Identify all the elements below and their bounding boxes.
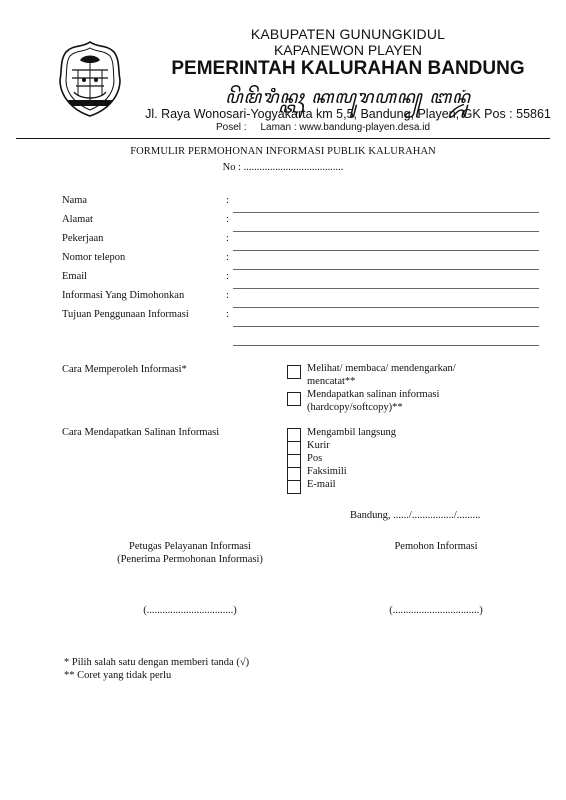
option-mengambil-langsung: Mengambil langsung	[307, 427, 396, 438]
option-email: E-mail	[307, 479, 336, 490]
address-line: Jl. Raya Wonosari-Yogyakarta km 5,5, Bandung, Playen, GK Pos : 55861	[145, 107, 551, 121]
cara-memperoleh-label: Cara Memperoleh Informasi*	[62, 364, 187, 375]
applicant-signature-blank[interactable]: (.................................)	[389, 605, 483, 616]
field-colon: :	[226, 309, 229, 320]
checkbox-email[interactable]	[287, 480, 301, 494]
checkbox-pos[interactable]	[287, 454, 301, 468]
checkbox-kurir[interactable]	[287, 441, 301, 455]
header-divider	[16, 138, 550, 139]
javanese-script-line: ꦥꦼꦩꦼꦫꦶꦤ꧀ꦠꦃ ꦏꦭꦸꦫꦲꦤ꧀ ꦧꦤ꧀ꦢꦸꦁ	[225, 87, 471, 108]
option-faksimili: Faksimili	[307, 466, 347, 477]
checkbox-mengambil-langsung[interactable]	[287, 428, 301, 442]
option-salinan-line1: Mendapatkan salinan informasi	[307, 389, 440, 400]
note-strike: ** Coret yang tidak perlu	[64, 670, 172, 681]
field-line-nama[interactable]	[233, 212, 539, 213]
district-name: KAPANEWON PLAYEN	[273, 42, 423, 58]
checkbox-salinan[interactable]	[287, 392, 301, 406]
field-label-alamat: Alamat	[62, 214, 93, 225]
field-colon: :	[226, 214, 229, 225]
field-label-tujuan: Tujuan Penggunaan Informasi	[62, 309, 189, 320]
officer-signature-blank[interactable]: (.................................)	[143, 605, 237, 616]
field-line-tujuan-2[interactable]	[233, 345, 539, 346]
field-label-nomor-telepon: Nomor telepon	[62, 252, 126, 263]
government-name: PEMERINTAH KALURAHAN BANDUNG	[171, 58, 525, 79]
checkbox-melihat[interactable]	[287, 365, 301, 379]
field-line-email[interactable]	[233, 288, 539, 289]
field-label-email: Email	[62, 271, 88, 282]
field-label-nama: Nama	[62, 195, 88, 206]
field-line-informasi[interactable]	[233, 307, 539, 308]
field-colon: :	[226, 252, 229, 263]
contact-line: Posel : Laman : www.bandung-playen.desa.id	[216, 122, 431, 133]
note-checkmark: * Pilih salah satu dengan memberi tanda (√)	[64, 657, 250, 668]
option-melihat-line1: Melihat/ membaca/ mendengarkan/	[307, 363, 456, 374]
field-line-pekerjaan[interactable]	[233, 250, 539, 251]
option-pos: Pos	[307, 453, 323, 464]
option-salinan-line2: (hardcopy/softcopy)**	[307, 402, 403, 413]
kalurahan-emblem-logo	[58, 40, 122, 118]
checkbox-faksimili[interactable]	[287, 467, 301, 481]
field-colon: :	[226, 233, 229, 244]
field-line-alamat[interactable]	[233, 231, 539, 232]
field-line-tujuan-1[interactable]	[233, 326, 539, 327]
field-label-informasi: Informasi Yang Dimohonkan	[62, 290, 185, 301]
option-kurir: Kurir	[307, 440, 330, 451]
place-date: Bandung, ....../................/.........	[350, 510, 481, 521]
officer-subtitle: (Penerima Permohonan Informasi)	[117, 554, 263, 565]
cara-mendapatkan-label: Cara Mendapatkan Salinan Informasi	[62, 427, 220, 438]
option-melihat-line2: mencatat**	[307, 376, 356, 387]
field-line-nomor-telepon[interactable]	[233, 269, 539, 270]
field-colon: :	[226, 290, 229, 301]
field-colon: :	[226, 195, 229, 206]
regency-name: KABUPATEN GUNUNGKIDUL	[250, 26, 446, 42]
officer-title: Petugas Pelayanan Informasi	[129, 541, 251, 552]
form-title: FORMULIR PERMOHONAN INFORMASI PUBLIK KALURAHAN	[130, 146, 436, 157]
form-number: No : ......................................	[222, 162, 344, 173]
field-label-pekerjaan: Pekerjaan	[62, 233, 104, 244]
field-colon: :	[226, 271, 229, 282]
applicant-title: Pemohon Informasi	[394, 541, 478, 552]
